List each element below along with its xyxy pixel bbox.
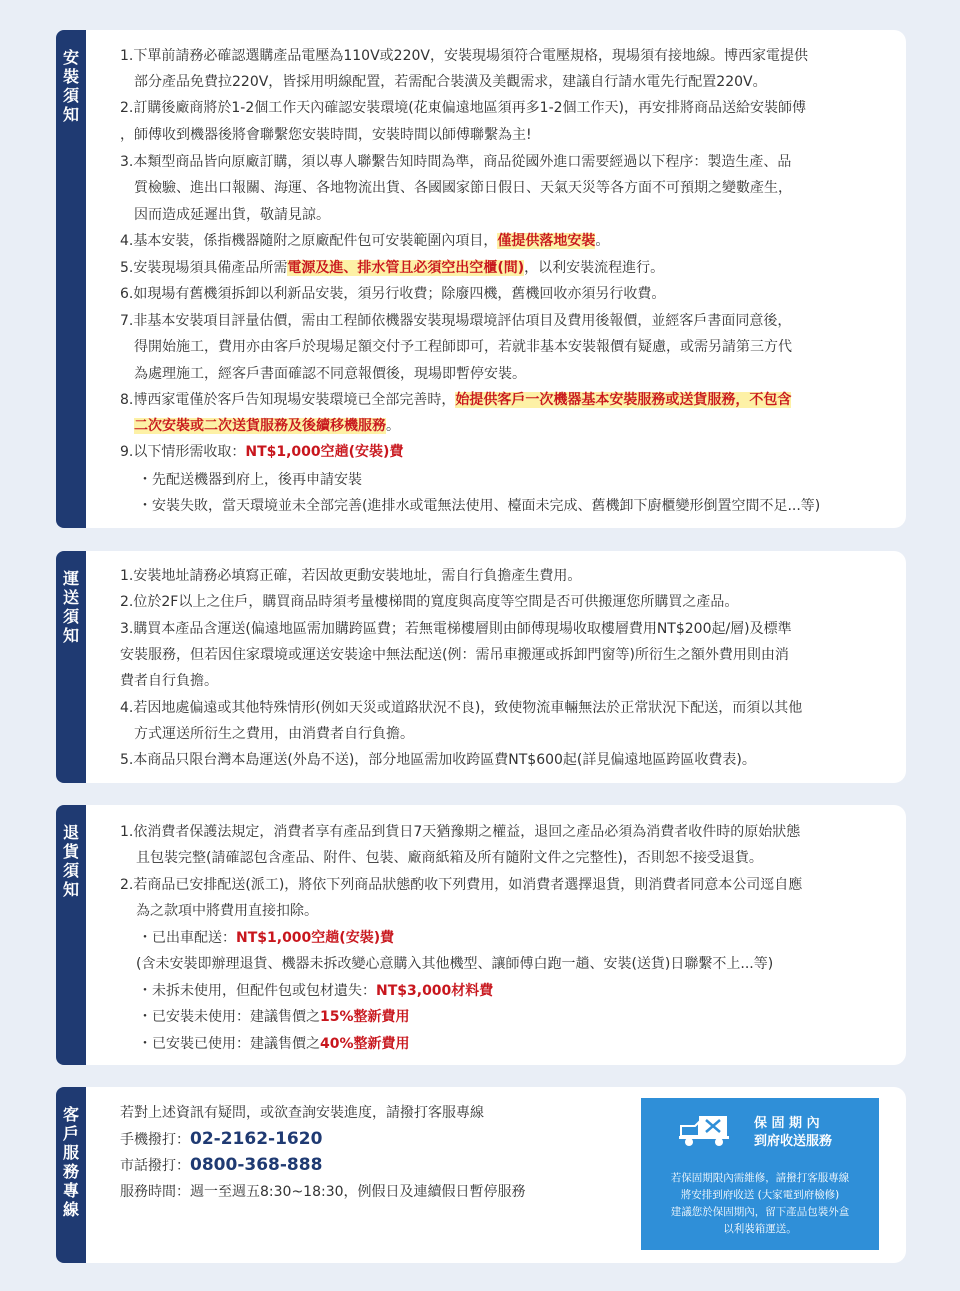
install-line (120, 231, 609, 251)
install-tab (56, 30, 86, 528)
returns-line (138, 1007, 410, 1027)
tab-char: 知 (62, 105, 79, 124)
line-text: ・已安裝未使用：建議售價之 (138, 1009, 320, 1025)
tab-char: 送 (62, 588, 79, 607)
line-text: 9.以下情形需收取： (120, 444, 246, 460)
service-hours: 服務時間：週一至週五8:30~18:30，例假日及連續假日暫停服務 (120, 1184, 526, 1200)
service-intro: 若對上述資訊有疑問，或欲查詢安裝進度，請撥打客服專線 (120, 1105, 484, 1121)
line-text: ・已安裝已使用：建議售價之 (138, 1036, 320, 1052)
service-tab (56, 1087, 86, 1263)
landline-line (120, 1155, 322, 1176)
mobile-line (120, 1129, 322, 1150)
landline-number[interactable]: 0800-368-888 (190, 1155, 323, 1175)
highlight-text: 僅提供落地安裝 (497, 233, 596, 249)
highlight-text: 電源及進、排水管且必須空出空櫃(間) (287, 260, 525, 276)
tab-char: 運 (62, 569, 79, 588)
install-line (134, 416, 400, 436)
install-line: 為處理施工，經客戶書面確認不同意報價後，現場即暫停安裝。 (134, 366, 526, 382)
badge-title-1: 保 固 期 內 (754, 1116, 820, 1131)
mobile-label: 手機撥打： (120, 1132, 190, 1148)
returns-tab (56, 805, 86, 1065)
tab-char: 貨 (62, 842, 79, 861)
badge-line: 以利裝箱運送。 (723, 1223, 797, 1235)
highlight-text: 二次安裝或二次送貨服務及後續移機服務 (134, 418, 386, 434)
install-line: 3.本類型商品皆向原廠訂購，須以專人聯繫告知時間為準，商品從國外進口需要經過以下程序：製造生產、品 (120, 154, 792, 170)
highlight-text: NT$1,000空趟(安裝)費 (245, 444, 404, 460)
badge-line: 若保固期限內需維修，請撥打客服專線 (670, 1172, 850, 1184)
shipping-line: 2.位於2F以上之住戶，購買商品時須考量樓梯間的寬度與高度等空間是否可供搬運您所購買之產品。 (120, 594, 739, 610)
tab-char: 須 (62, 86, 79, 105)
install-line: 6.如現場有舊機須拆卸以利新品安裝，須另行收費；除廢四機，舊機回收亦須另行收費。 (120, 286, 666, 302)
install-line (120, 442, 403, 462)
line-text: ，以利安裝流程進行。 (524, 260, 665, 276)
line-text: 5.安裝現場須具備產品所需 (120, 260, 288, 276)
returns-line (138, 928, 394, 948)
install-line: 得開始施工，費用亦由客戶於現場足額交付予工程師即可，若就非基本安裝報價有疑慮，或需另請第三方代 (134, 339, 792, 355)
tab-char: 知 (62, 880, 79, 899)
shipping-line: 1.安裝地址請務必填寫正確，若因故更動安裝地址，需自行負擔產生費用。 (120, 568, 582, 584)
line-text: 。 (386, 418, 400, 434)
line-text: ・未拆未使用，但配件包或包材遺失： (138, 983, 376, 999)
shipping-tab (56, 551, 86, 783)
tab-char: 客 (62, 1105, 79, 1124)
highlight-text: 40%整新費用 (320, 1036, 410, 1052)
returns-line: (含未安裝即辦理退貨、機器未拆改變心意購入其他機型、讓師傅白跑一趟、安裝(送貨)日聯繫不上...等) (136, 956, 774, 972)
tab-char: 安 (62, 48, 79, 67)
warranty-badge (641, 1098, 879, 1250)
shipping-line: 4.若因地處偏遠或其他特殊情形(例如天災或道路狀況不良)，致使物流車輛無法於正常狀況下配送，而須以其他 (120, 700, 803, 716)
install-line (120, 258, 664, 278)
returns-line: 為之款項中將費用直接扣除。 (136, 903, 318, 919)
badge-line: 建議您於保固期內，留下產品包裝外盒 (670, 1206, 850, 1218)
shipping-line: 安裝服務，但若因住家環境或運送安裝途中無法配送(例：需吊車搬運或拆卸門窗等)所衍生之額外費用則由消 (120, 647, 789, 663)
shipping-line: 5.本商品只限台灣本島運送(外島不送)，部分地區需加收跨區費NT$600起(詳見偏遠地區跨區收費表)。 (120, 752, 756, 768)
tab-char: 裝 (62, 67, 79, 86)
shipping-line: 費者自行負擔。 (120, 673, 218, 689)
install-line: 質檢驗、進出口報關、海運、各地物流出貨、各國國家節日假日、天氣天災等各方面不可預期之變數產生， (134, 180, 792, 196)
install-line: ・先配送機器到府上，後再申請安裝 (138, 472, 362, 488)
install-line (120, 390, 791, 410)
badge-title-2: 到府收送服務 (754, 1134, 833, 1149)
tab-char: 知 (62, 626, 79, 645)
tab-char: 服 (62, 1143, 79, 1162)
shipping-line: 3.購買本產品含運送(偏遠地區需加購跨區費；若無電梯樓層則由師傅現場收取樓層費用NT$200起/層)及標準 (120, 621, 792, 637)
returns-line (138, 981, 493, 1001)
install-line: 7.非基本安裝項目評量估價，需由工程師依機器安裝現場環境評估項目及費用後報價，並經客戶書面同意後， (120, 313, 792, 329)
truck-tools-icon (677, 1112, 737, 1148)
install-line: 因而造成延遲出貨，敬請見諒。 (134, 207, 330, 223)
tab-char: 務 (62, 1162, 79, 1181)
returns-line: 1.依消費者保護法規定，消費者享有產品到貨日7天猶豫期之權益，退回之產品必須為消費者收件時的原始狀態 (120, 824, 801, 840)
tab-char: 退 (62, 823, 79, 842)
line-text: 。 (595, 233, 610, 249)
tab-char: 須 (62, 607, 79, 626)
highlight-text: 始提供客戶一次機器基本安裝服務或送貨服務，不包含 (455, 392, 792, 408)
highlight-text: NT$1,000空趟(安裝)費 (236, 930, 395, 946)
install-line: 1.下單前請務必確認選購產品電壓為110V或220V，安裝現場須符合電壓規格，現場須有接地線。博西家電提供 (120, 48, 808, 64)
tab-char: 須 (62, 861, 79, 880)
tab-char: 戶 (62, 1124, 79, 1143)
line-text: 4.基本安裝，係指機器隨附之原廠配件包可安裝範圍內項目， (120, 233, 498, 249)
returns-line (138, 1034, 410, 1054)
returns-line: 且包裝完整(請確認包含產品、附件、包裝、廠商紙箱及所有隨附文件之完整性)，否則恕不接受退貨。 (136, 850, 763, 866)
shipping-line: 方式運送所衍生之費用，由消費者自行負擔。 (134, 726, 414, 742)
line-text: ・已出車配送： (138, 930, 236, 946)
mobile-number[interactable]: 02-2162-1620 (190, 1129, 323, 1149)
line-text: 8.博西家電僅於客戶告知現場安裝環境已全部完善時， (120, 392, 456, 408)
returns-line: 2.若商品已安排配送(派工)，將依下列商品狀態酌收下列費用，如消費者選擇退貨，則消費者同意本公司逕自應 (120, 877, 803, 893)
install-line: ・安裝失敗，當天環境並未全部完善(進排水或電無法使用、檯面未完成、舊機卸下廚櫃變形倒置空間不足...等) (138, 498, 821, 514)
tab-char: 專 (62, 1181, 79, 1200)
badge-line: 將安排到府收送 (大家電到府檢修) (680, 1189, 840, 1201)
install-line: 部分產品免費拉220V，皆採用明線配置，若需配合裝潢及美觀需求，建議自行請水電先行配置220V。 (134, 74, 767, 90)
tab-char: 線 (62, 1200, 79, 1219)
highlight-text: 15%整新費用 (320, 1009, 410, 1025)
landline-label: 市話撥打： (120, 1158, 190, 1174)
install-line: ，師傅收到機器後將會聯繫您安裝時間，安裝時間以師傅聯繫為主! (120, 127, 532, 143)
highlight-text: NT$3,000材料費 (376, 983, 494, 999)
install-line: 2.訂購後廠商將於1-2個工作天內確認安裝環境(花東偏遠地區須再多1-2個工作天)，再安排將商品送給安裝師傅 (120, 100, 807, 116)
